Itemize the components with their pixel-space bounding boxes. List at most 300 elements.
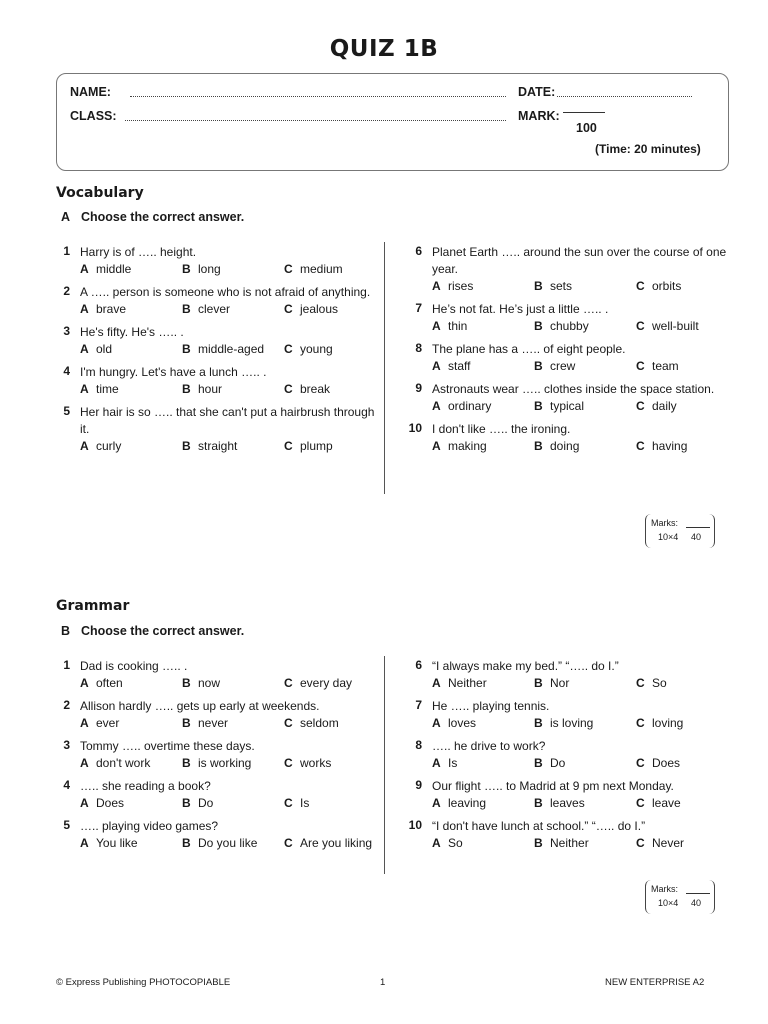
answer-option[interactable] bbox=[534, 795, 636, 812]
option-letter: B bbox=[534, 359, 543, 373]
option-letter: C bbox=[636, 399, 645, 413]
section-title-vocabulary: Vocabulary bbox=[56, 185, 144, 201]
page-number: 1 bbox=[380, 977, 386, 988]
option-text: You like bbox=[96, 836, 138, 850]
option-letter: A bbox=[432, 279, 441, 293]
question-stem: Astronauts wear ….. clothes inside the space station. bbox=[432, 382, 715, 396]
answer-option[interactable] bbox=[182, 675, 284, 692]
marks-total: 40 bbox=[691, 532, 702, 542]
option-letter: A bbox=[432, 796, 441, 810]
question-stem: Allison hardly ….. gets up early at weekends. bbox=[80, 699, 320, 713]
question-item bbox=[56, 738, 386, 772]
option-text: Neither bbox=[550, 836, 589, 850]
question-stem: Our flight ….. to Madrid at 9 pm next Monday. bbox=[432, 779, 674, 793]
option-letter: C bbox=[284, 262, 293, 276]
option-letter: B bbox=[534, 716, 543, 730]
option-text: is working bbox=[198, 756, 252, 770]
answer-option[interactable] bbox=[80, 755, 182, 772]
option-text: Is bbox=[300, 796, 310, 810]
question-stem: ….. she reading a book? bbox=[80, 779, 211, 793]
option-text: So bbox=[652, 676, 667, 690]
grammar-column-left bbox=[56, 658, 386, 858]
answer-option[interactable] bbox=[636, 318, 738, 335]
option-text: brave bbox=[96, 302, 127, 316]
option-letter: C bbox=[284, 342, 293, 356]
answer-options bbox=[432, 835, 738, 852]
question-number: 7 bbox=[415, 301, 422, 315]
option-letter: C bbox=[636, 676, 645, 690]
option-letter: B bbox=[534, 319, 543, 333]
option-letter: A bbox=[80, 342, 89, 356]
answer-option[interactable] bbox=[182, 381, 284, 398]
answer-option[interactable] bbox=[534, 398, 636, 415]
question-item bbox=[56, 244, 386, 278]
option-letter: B bbox=[182, 836, 191, 850]
class-field[interactable] bbox=[125, 111, 506, 121]
question-item bbox=[408, 301, 738, 335]
answer-options bbox=[432, 398, 738, 415]
answer-option[interactable] bbox=[432, 755, 534, 772]
option-text: team bbox=[652, 359, 679, 373]
answer-option[interactable] bbox=[534, 358, 636, 375]
option-text: loving bbox=[652, 716, 684, 730]
instruction-grammar bbox=[61, 624, 244, 638]
option-text: Are you liking bbox=[300, 836, 373, 850]
option-text: never bbox=[198, 716, 229, 730]
option-text: orbits bbox=[652, 279, 682, 293]
option-text: old bbox=[96, 342, 113, 356]
question-item bbox=[56, 284, 386, 318]
answer-option[interactable] bbox=[182, 715, 284, 732]
option-letter: A bbox=[432, 399, 441, 413]
vocabulary-column-right bbox=[408, 244, 738, 461]
option-text: thin bbox=[448, 319, 468, 333]
copyright-icon: © bbox=[56, 977, 63, 988]
answer-option[interactable] bbox=[80, 381, 182, 398]
option-text: break bbox=[300, 382, 331, 396]
page-title: QUIZ 1B bbox=[329, 36, 439, 62]
option-text: young bbox=[300, 342, 333, 356]
option-text: hour bbox=[198, 382, 223, 396]
name-field[interactable] bbox=[130, 87, 506, 97]
answer-option[interactable] bbox=[284, 341, 386, 358]
answer-option[interactable] bbox=[182, 755, 284, 772]
answer-option[interactable] bbox=[182, 301, 284, 318]
option-text: daily bbox=[652, 399, 677, 413]
instruction-letter: A bbox=[61, 210, 71, 224]
question-stem: The plane has a ….. of eight people. bbox=[432, 342, 626, 356]
option-text: now bbox=[198, 676, 221, 690]
column-divider bbox=[384, 656, 385, 874]
option-text: clever bbox=[198, 302, 231, 316]
question-item bbox=[56, 364, 386, 398]
answer-option[interactable] bbox=[636, 675, 738, 692]
answer-options bbox=[80, 438, 386, 455]
question-item bbox=[408, 818, 738, 852]
question-number: 6 bbox=[415, 658, 422, 672]
answer-option[interactable] bbox=[432, 278, 534, 295]
option-letter: B bbox=[534, 676, 543, 690]
answer-options bbox=[80, 715, 386, 732]
option-letter: C bbox=[636, 359, 645, 373]
answer-options bbox=[80, 301, 386, 318]
answer-option[interactable] bbox=[432, 675, 534, 692]
student-info-box bbox=[56, 73, 729, 171]
option-text: long bbox=[198, 262, 221, 276]
question-stem: I'm hungry. Let's have a lunch ….. . bbox=[80, 365, 267, 379]
option-text: middle bbox=[96, 262, 132, 276]
option-letter: B bbox=[182, 302, 191, 316]
answer-option[interactable] bbox=[182, 438, 284, 455]
answer-options bbox=[432, 675, 738, 692]
column-divider bbox=[384, 242, 385, 494]
option-text: Nor bbox=[550, 676, 570, 690]
answer-option[interactable] bbox=[80, 715, 182, 732]
option-text: Is bbox=[448, 756, 458, 770]
answer-option[interactable] bbox=[80, 301, 182, 318]
option-text: leaves bbox=[550, 796, 585, 810]
question-item bbox=[408, 421, 738, 455]
question-item bbox=[408, 738, 738, 772]
question-stem: ….. he drive to work? bbox=[432, 739, 546, 753]
option-text: having bbox=[652, 439, 688, 453]
question-item bbox=[408, 244, 738, 295]
answer-options bbox=[432, 438, 738, 455]
answer-option[interactable] bbox=[432, 398, 534, 415]
option-text: So bbox=[448, 836, 463, 850]
question-number: 8 bbox=[415, 738, 422, 752]
date-label: DATE: bbox=[518, 85, 556, 99]
option-letter: C bbox=[284, 676, 293, 690]
answer-option[interactable] bbox=[80, 341, 182, 358]
option-letter: A bbox=[80, 676, 89, 690]
option-letter: A bbox=[432, 836, 441, 850]
option-text: jealous bbox=[300, 302, 339, 316]
option-letter: B bbox=[534, 279, 543, 293]
instruction-letter: B bbox=[61, 624, 71, 638]
marks-formula: 10×4 bbox=[658, 898, 679, 908]
option-letter: A bbox=[80, 716, 89, 730]
date-field[interactable] bbox=[557, 87, 692, 97]
question-stem: I don't like ….. the ironing. bbox=[432, 422, 571, 436]
option-letter: C bbox=[284, 756, 293, 770]
question-stem: Dad is cooking ….. . bbox=[80, 659, 188, 673]
answer-options bbox=[432, 358, 738, 375]
option-letter: B bbox=[182, 796, 191, 810]
question-stem: He's fifty. He's ….. . bbox=[80, 325, 184, 339]
answer-option[interactable] bbox=[284, 261, 386, 278]
option-letter: A bbox=[80, 836, 89, 850]
option-text: every day bbox=[300, 676, 353, 690]
question-number: 7 bbox=[415, 698, 422, 712]
option-letter: B bbox=[534, 796, 543, 810]
answer-option[interactable] bbox=[636, 438, 738, 455]
question-item bbox=[408, 381, 738, 415]
question-number: 8 bbox=[415, 341, 422, 355]
option-letter: B bbox=[534, 399, 543, 413]
option-text: doing bbox=[550, 439, 580, 453]
option-letter: C bbox=[284, 302, 293, 316]
option-letter: B bbox=[182, 716, 191, 730]
answer-option[interactable] bbox=[432, 795, 534, 812]
answer-option[interactable] bbox=[636, 398, 738, 415]
option-text: sets bbox=[550, 279, 573, 293]
option-text: loves bbox=[448, 716, 477, 730]
question-number: 2 bbox=[63, 698, 70, 712]
question-stem: “I don't have lunch at school.” “….. do I.” bbox=[432, 819, 646, 833]
option-text: crew bbox=[550, 359, 576, 373]
answer-option[interactable] bbox=[80, 675, 182, 692]
option-letter: C bbox=[636, 796, 645, 810]
option-letter: C bbox=[636, 836, 645, 850]
question-item bbox=[56, 404, 386, 455]
answer-option[interactable] bbox=[284, 675, 386, 692]
question-number: 10 bbox=[408, 421, 422, 435]
question-item bbox=[56, 324, 386, 358]
question-item bbox=[56, 778, 386, 812]
option-letter: B bbox=[534, 439, 543, 453]
option-letter: B bbox=[182, 756, 191, 770]
answer-option[interactable] bbox=[534, 438, 636, 455]
option-text: leaving bbox=[448, 796, 487, 810]
question-stem: He’s not fat. He’s just a little ….. . bbox=[432, 302, 609, 316]
question-number: 9 bbox=[415, 381, 422, 395]
answer-options bbox=[80, 261, 386, 278]
option-text: rises bbox=[448, 279, 474, 293]
question-stem: Harry is of ….. height. bbox=[80, 245, 197, 259]
option-text: Neither bbox=[448, 676, 487, 690]
option-text: Does bbox=[652, 756, 681, 770]
option-text: Do bbox=[550, 756, 566, 770]
question-number: 4 bbox=[63, 778, 70, 792]
answer-options bbox=[432, 715, 738, 732]
marks-box-grammar bbox=[645, 880, 715, 914]
question-item bbox=[408, 658, 738, 692]
answer-option[interactable] bbox=[432, 715, 534, 732]
option-text: typical bbox=[550, 399, 585, 413]
option-text: middle-aged bbox=[198, 342, 265, 356]
marks-box-vocabulary bbox=[645, 514, 715, 548]
answer-options bbox=[80, 675, 386, 692]
option-text: Do you like bbox=[198, 836, 258, 850]
option-letter: B bbox=[182, 439, 191, 453]
answer-option[interactable] bbox=[432, 438, 534, 455]
option-text: seldom bbox=[300, 716, 339, 730]
question-number: 3 bbox=[63, 324, 70, 338]
answer-option[interactable] bbox=[432, 358, 534, 375]
option-text: Do bbox=[198, 796, 214, 810]
footer-publisher-text: Express Publishing PHOTOCOPIABLE bbox=[65, 977, 231, 988]
mark-label: MARK: bbox=[518, 109, 560, 123]
section-title-grammar: Grammar bbox=[56, 598, 130, 614]
answer-options bbox=[432, 278, 738, 295]
answer-options bbox=[432, 755, 738, 772]
answer-options bbox=[80, 381, 386, 398]
question-number: 3 bbox=[63, 738, 70, 752]
question-number: 1 bbox=[63, 244, 70, 258]
option-text: leave bbox=[652, 796, 681, 810]
answer-options bbox=[80, 835, 386, 852]
answer-option[interactable] bbox=[284, 835, 386, 852]
option-letter: A bbox=[432, 716, 441, 730]
option-text: making bbox=[448, 439, 487, 453]
answer-option[interactable] bbox=[636, 755, 738, 772]
question-number: 10 bbox=[408, 818, 422, 832]
answer-option[interactable] bbox=[80, 261, 182, 278]
question-item bbox=[408, 778, 738, 812]
answer-option[interactable] bbox=[182, 835, 284, 852]
answer-option[interactable] bbox=[432, 318, 534, 335]
question-item bbox=[56, 698, 386, 732]
option-letter: C bbox=[636, 319, 645, 333]
answer-option[interactable] bbox=[284, 715, 386, 732]
option-letter: C bbox=[636, 439, 645, 453]
option-letter: C bbox=[284, 716, 293, 730]
option-letter: B bbox=[182, 342, 191, 356]
question-number: 1 bbox=[63, 658, 70, 672]
marks-score-line[interactable] bbox=[686, 527, 710, 528]
option-letter: A bbox=[80, 756, 89, 770]
option-letter: C bbox=[636, 279, 645, 293]
option-text: is loving bbox=[550, 716, 594, 730]
question-stem: Planet Earth ….. around the sun over the course of one year. bbox=[432, 245, 727, 276]
option-letter: A bbox=[80, 796, 89, 810]
question-number: 9 bbox=[415, 778, 422, 792]
marks-score-line[interactable] bbox=[686, 893, 710, 894]
answer-option[interactable] bbox=[534, 755, 636, 772]
option-text: well-built bbox=[652, 319, 699, 333]
mark-total: 100 bbox=[576, 121, 597, 135]
instruction-text: Choose the correct answer. bbox=[81, 210, 245, 224]
mark-field[interactable] bbox=[563, 112, 605, 113]
question-number: 2 bbox=[63, 284, 70, 298]
answer-option[interactable] bbox=[636, 278, 738, 295]
option-letter: B bbox=[182, 676, 191, 690]
option-letter: A bbox=[80, 262, 89, 276]
option-letter: C bbox=[636, 716, 645, 730]
option-text: medium bbox=[300, 262, 343, 276]
option-text: Never bbox=[652, 836, 685, 850]
question-stem: A ….. person is someone who is not afraid of anything. bbox=[80, 285, 371, 299]
footer-course: NEW ENTERPRISE A2 bbox=[605, 977, 705, 988]
answer-option[interactable] bbox=[534, 675, 636, 692]
answer-option[interactable] bbox=[284, 438, 386, 455]
question-stem: ….. playing video games? bbox=[80, 819, 219, 833]
class-label: CLASS: bbox=[70, 109, 117, 123]
answer-option[interactable] bbox=[284, 755, 386, 772]
answer-option[interactable] bbox=[284, 795, 386, 812]
question-item bbox=[408, 698, 738, 732]
instruction-vocabulary bbox=[61, 210, 244, 224]
answer-option[interactable] bbox=[182, 795, 284, 812]
marks-label: Marks: bbox=[651, 518, 678, 528]
option-letter: C bbox=[284, 439, 293, 453]
question-item bbox=[408, 341, 738, 375]
option-text: time bbox=[96, 382, 119, 396]
option-letter: A bbox=[432, 756, 441, 770]
option-text: plump bbox=[300, 439, 333, 453]
option-letter: C bbox=[636, 756, 645, 770]
option-text: curly bbox=[96, 439, 122, 453]
name-label: NAME: bbox=[70, 85, 111, 99]
question-stem: “I always make my bed.” “….. do I.” bbox=[432, 659, 619, 673]
answer-option[interactable] bbox=[284, 381, 386, 398]
option-letter: A bbox=[432, 359, 441, 373]
answer-option[interactable] bbox=[534, 318, 636, 335]
answer-option[interactable] bbox=[636, 358, 738, 375]
answer-options bbox=[80, 341, 386, 358]
instruction-text: Choose the correct answer. bbox=[81, 624, 245, 638]
option-text: ordinary bbox=[448, 399, 492, 413]
answer-options bbox=[80, 795, 386, 812]
time-limit: (Time: 20 minutes) bbox=[595, 142, 701, 156]
answer-option[interactable] bbox=[636, 715, 738, 732]
answer-option[interactable] bbox=[80, 438, 182, 455]
question-item bbox=[56, 818, 386, 852]
answer-options bbox=[432, 795, 738, 812]
answer-options bbox=[432, 318, 738, 335]
answer-option[interactable] bbox=[636, 795, 738, 812]
option-letter: C bbox=[284, 796, 293, 810]
option-letter: C bbox=[284, 382, 293, 396]
question-number: 4 bbox=[63, 364, 70, 378]
answer-option[interactable] bbox=[534, 278, 636, 295]
question-stem: He ….. playing tennis. bbox=[432, 699, 550, 713]
option-text: ever bbox=[96, 716, 120, 730]
marks-total: 40 bbox=[691, 898, 702, 908]
option-text: often bbox=[96, 676, 123, 690]
question-stem: Her hair is so ….. that she can't put a hairbrush through it. bbox=[80, 405, 375, 436]
answer-option[interactable] bbox=[534, 835, 636, 852]
option-letter: A bbox=[80, 382, 89, 396]
option-text: Does bbox=[96, 796, 125, 810]
answer-option[interactable] bbox=[80, 795, 182, 812]
answer-option[interactable] bbox=[182, 341, 284, 358]
question-stem: Tommy ….. overtime these days. bbox=[80, 739, 255, 753]
marks-formula: 10×4 bbox=[658, 532, 679, 542]
option-letter: B bbox=[182, 382, 191, 396]
option-text: straight bbox=[198, 439, 238, 453]
answer-options bbox=[80, 755, 386, 772]
marks-label: Marks: bbox=[651, 884, 678, 894]
option-text: works bbox=[300, 756, 332, 770]
answer-option[interactable] bbox=[636, 835, 738, 852]
option-text: staff bbox=[448, 359, 471, 373]
question-number: 5 bbox=[63, 818, 70, 832]
option-letter: B bbox=[182, 262, 191, 276]
option-letter: B bbox=[534, 756, 543, 770]
answer-option[interactable] bbox=[182, 261, 284, 278]
option-letter: C bbox=[284, 836, 293, 850]
answer-option[interactable] bbox=[534, 715, 636, 732]
question-item bbox=[56, 658, 386, 692]
answer-option[interactable] bbox=[80, 835, 182, 852]
option-text: don't work bbox=[96, 756, 151, 770]
answer-option[interactable] bbox=[432, 835, 534, 852]
question-number: 6 bbox=[415, 244, 422, 258]
option-letter: A bbox=[432, 319, 441, 333]
option-letter: A bbox=[432, 676, 441, 690]
option-letter: B bbox=[534, 836, 543, 850]
option-letter: A bbox=[80, 302, 89, 316]
question-number: 5 bbox=[63, 404, 70, 418]
option-text: chubby bbox=[550, 319, 589, 333]
vocabulary-column-left bbox=[56, 244, 386, 461]
footer-publisher bbox=[56, 977, 230, 988]
option-letter: A bbox=[432, 439, 441, 453]
answer-option[interactable] bbox=[284, 301, 386, 318]
option-letter: A bbox=[80, 439, 89, 453]
